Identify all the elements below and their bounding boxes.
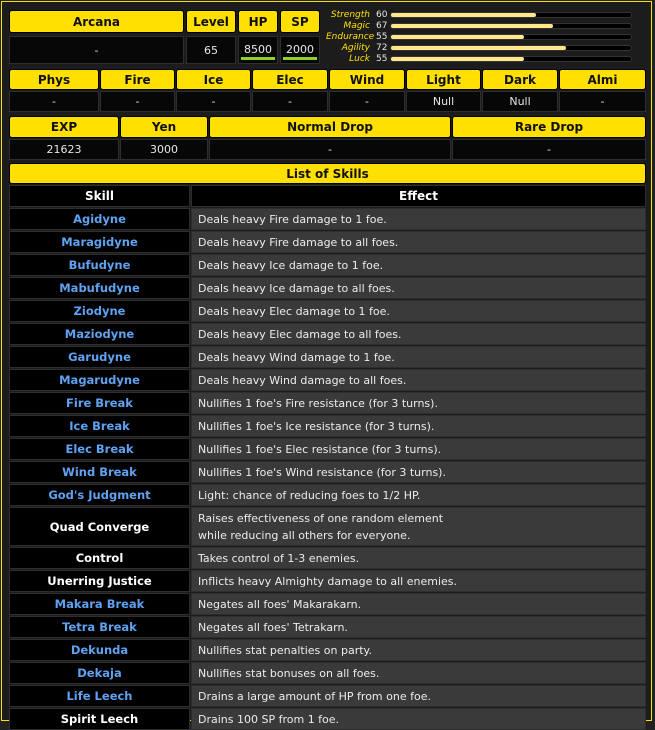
skill-name[interactable]: Ziodyne: [9, 300, 190, 322]
res-header-light: Light: [406, 69, 481, 90]
skill-name[interactable]: Bufudyne: [9, 254, 190, 276]
skill-effect: Nullifies 1 foe's Ice resistance (for 3 turns).: [191, 415, 646, 437]
stat-label: Endurance: [326, 32, 375, 42]
skill-effect: Deals heavy Elec damage to 1 foe.: [191, 300, 646, 322]
stat-label: Magic: [343, 21, 370, 31]
res-value-phys: -: [9, 91, 99, 112]
sp-value: 2000: [286, 43, 314, 56]
stat-track: [390, 34, 632, 40]
stat-row-luck: [326, 54, 632, 64]
skill-name[interactable]: Elec Break: [9, 438, 190, 460]
res-value-elec: -: [252, 91, 328, 112]
normal-drop-header: Normal Drop: [209, 116, 451, 138]
stat-value: 55: [376, 32, 388, 42]
skill-name[interactable]: Wind Break: [9, 461, 190, 483]
stat-value: 60: [376, 10, 388, 20]
hp-gauge: [241, 57, 275, 60]
sp-gauge: [283, 57, 317, 60]
stat-fill: [391, 57, 524, 61]
skill-name[interactable]: Control: [9, 547, 190, 569]
skill-name[interactable]: Fire Break: [9, 392, 190, 414]
skill-effect: Nullifies 1 foe's Elec resistance (for 3 turns).: [191, 438, 646, 460]
res-header-almi: Almi: [559, 69, 646, 90]
rare-drop-header: Rare Drop: [452, 116, 646, 138]
skill-effect: Drains 100 SP from 1 foe.: [191, 708, 646, 730]
skill-effect: Negates all foes' Tetrakarn.: [191, 616, 646, 638]
skill-name[interactable]: Maziodyne: [9, 323, 190, 345]
stat-track: [390, 23, 632, 29]
hp-header: HP: [238, 10, 278, 33]
skill-effect: Nullifies 1 foe's Fire resistance (for 3 turns).: [191, 392, 646, 414]
skill-effect: Deals heavy Fire damage to all foes.: [191, 231, 646, 253]
skill-effect: Nullifies stat bonuses on all foes.: [191, 662, 646, 684]
stat-row-endurance: [326, 32, 632, 42]
skill-name[interactable]: Quad Converge: [9, 507, 190, 546]
skill-effect: Deals heavy Elec damage to all foes.: [191, 323, 646, 345]
res-value-light: Null: [406, 91, 481, 112]
stat-label: Agility: [341, 43, 370, 53]
arcana-value: -: [9, 36, 184, 64]
skill-name[interactable]: Mabufudyne: [9, 277, 190, 299]
res-value-almi: -: [559, 91, 646, 112]
skill-name[interactable]: Ice Break: [9, 415, 190, 437]
persona-stat-panel: [1, 1, 652, 726]
res-value-ice: -: [176, 91, 251, 112]
skill-effect: Deals heavy Ice damage to 1 foe.: [191, 254, 646, 276]
effect-column-header: Effect: [191, 185, 646, 207]
res-header-wind: Wind: [329, 69, 405, 90]
stat-track: [390, 45, 632, 51]
stat-fill: [391, 35, 524, 39]
stat-value: 67: [376, 21, 388, 31]
stat-fill: [391, 46, 566, 50]
skill-effect: Nullifies 1 foe's Wind resistance (for 3 turns).: [191, 461, 646, 483]
stat-value: 72: [376, 43, 388, 53]
skill-effect: Nullifies stat penalties on party.: [191, 639, 646, 661]
skills-title: List of Skills: [9, 163, 646, 184]
sp-value-cell: [280, 36, 320, 64]
skill-name[interactable]: Tetra Break: [9, 616, 190, 638]
skill-name[interactable]: Agidyne: [9, 208, 190, 230]
skill-name[interactable]: Dekaja: [9, 662, 190, 684]
skill-effect: Raises effectiveness of one random element while reducing all others for everyone.: [191, 507, 646, 546]
stat-track: [390, 12, 632, 18]
res-header-phys: Phys: [9, 69, 99, 90]
res-value-dark: Null: [482, 91, 558, 112]
hp-value-cell: [238, 36, 278, 64]
skill-name[interactable]: Life Leech: [9, 685, 190, 707]
sp-header: SP: [280, 10, 320, 33]
arcana-header: Arcana: [9, 10, 184, 33]
stat-row-agility: [326, 43, 632, 53]
skill-effect: Deals heavy Fire damage to 1 foe.: [191, 208, 646, 230]
res-header-fire: Fire: [100, 69, 175, 90]
res-header-dark: Dark: [482, 69, 558, 90]
skill-effect: Light: chance of reducing foes to 1/2 HP.: [191, 484, 646, 506]
skill-effect: Deals heavy Wind damage to 1 foe.: [191, 346, 646, 368]
stat-row-magic: [326, 21, 632, 31]
stat-track: [390, 56, 632, 62]
level-header: Level: [186, 10, 236, 33]
skill-name[interactable]: Makara Break: [9, 593, 190, 615]
skill-effect: Deals heavy Wind damage to all foes.: [191, 369, 646, 391]
exp-value: 21623: [9, 139, 119, 160]
skill-column-header: Skill: [9, 185, 190, 207]
skill-name[interactable]: Dekunda: [9, 639, 190, 661]
stat-row-strength: [326, 10, 632, 20]
stat-value: 55: [376, 54, 388, 64]
skill-effect: Negates all foes' Makarakarn.: [191, 593, 646, 615]
stat-fill: [391, 13, 536, 17]
stat-bars: [326, 10, 632, 66]
skill-name[interactable]: God's Judgment: [9, 484, 190, 506]
stat-label: Luck: [349, 54, 370, 64]
skill-effect: Takes control of 1-3 enemies.: [191, 547, 646, 569]
skill-effect: Deals heavy Ice damage to all foes.: [191, 277, 646, 299]
exp-header: EXP: [9, 116, 119, 138]
normal-drop-value: -: [209, 139, 451, 160]
rare-drop-value: -: [452, 139, 646, 160]
stat-label: Strength: [330, 10, 370, 20]
stat-fill: [391, 24, 553, 28]
level-value: 65: [186, 36, 236, 64]
skill-effect: Drains a large amount of HP from one foe.: [191, 685, 646, 707]
yen-value: 3000: [120, 139, 208, 160]
res-header-ice: Ice: [176, 69, 251, 90]
skill-name[interactable]: Unerring Justice: [9, 570, 190, 592]
skill-name[interactable]: Maragidyne: [9, 231, 190, 253]
skill-name[interactable]: Garudyne: [9, 346, 190, 368]
res-header-elec: Elec: [252, 69, 328, 90]
skill-effect: Inflicts heavy Almighty damage to all enemies.: [191, 570, 646, 592]
hp-value: 8500: [244, 43, 272, 56]
skill-name[interactable]: Magarudyne: [9, 369, 190, 391]
res-value-wind: -: [329, 91, 405, 112]
res-value-fire: -: [100, 91, 175, 112]
skill-name[interactable]: Spirit Leech: [9, 708, 190, 730]
yen-header: Yen: [120, 116, 208, 138]
